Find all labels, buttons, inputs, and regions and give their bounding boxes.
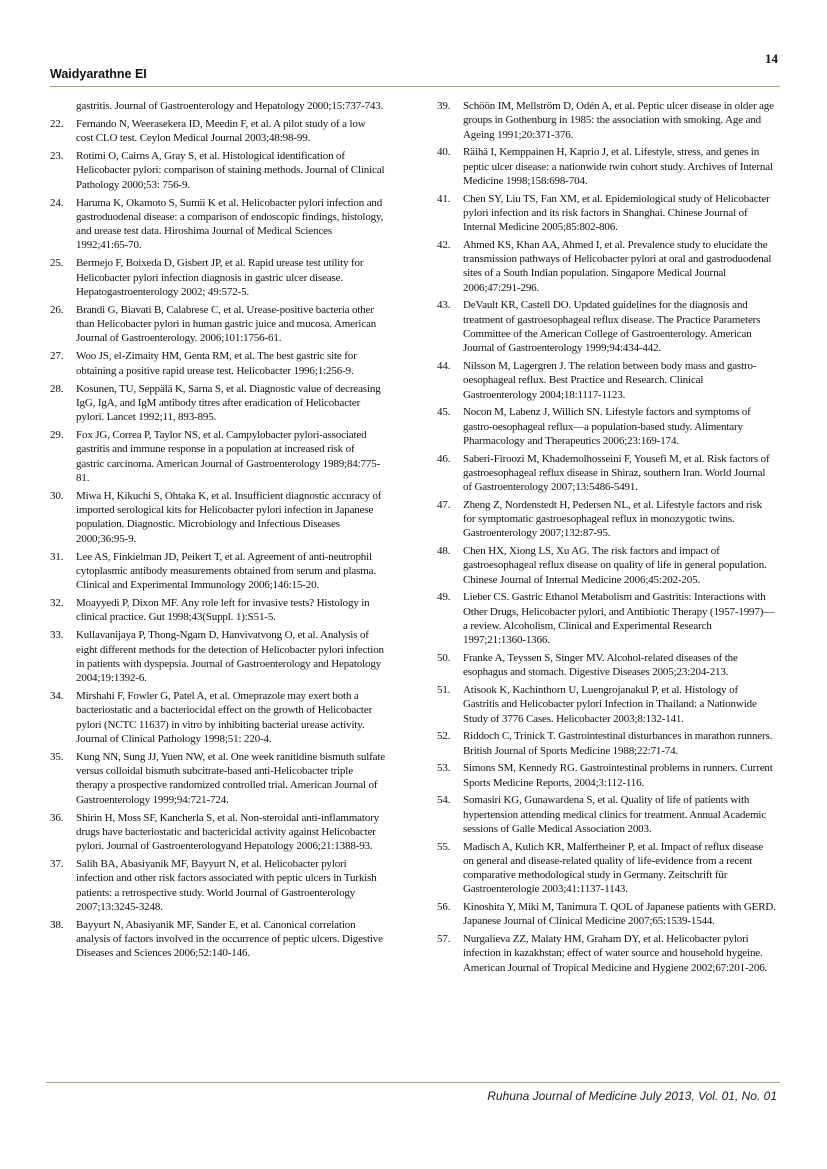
reference-text: Kullavanijaya P, Thong-Ngam D, Hanvivatvong O, et al. Analysis of eight different methods for the detection of Helicobacter pylori infection in patients with dyspepsia. Journal of Gastroenterology and Hepatology 2004;19:1392-6. bbox=[76, 629, 384, 685]
reference-number: 28. bbox=[50, 382, 64, 395]
reference-number: 35. bbox=[50, 750, 64, 763]
reference-text: Moayyedi P, Dixon MF. Any role left for invasive tests? Histology in clinical practice. Gut 1998;43(Suppl. 1):S51-5. bbox=[76, 597, 370, 624]
reference-text: Riddoch C, Trinick T. Gastrointestinal disturbances in marathon runners. British Journal of Sports Medicine 1988;22:71-74. bbox=[463, 730, 773, 757]
reference-text: Miwa H, Kikuchi S, Ohtaka K, et al. Insufficient diagnostic accuracy of imported serological kits for Helicobacter pylori infection in Japanese population. Diagnostic. Microbiology and Infectious Diseases 2000;36:95-9. bbox=[76, 489, 382, 545]
reference-item bbox=[50, 382, 385, 425]
reference-item bbox=[50, 550, 385, 593]
reference-number: 46. bbox=[437, 452, 451, 465]
reference-number: 48. bbox=[437, 545, 451, 558]
reference-text: Chen HX, Xiong LS, Xu AG. The risk factors and impact of gastroesophageal reflux disease on quality of life in general population. Chinese Journal of Internal Medicine 2006;45:202-205. bbox=[463, 545, 767, 586]
reference-number: 25. bbox=[50, 257, 64, 270]
reference-number: 50. bbox=[437, 651, 451, 664]
reference-item bbox=[50, 428, 385, 485]
reference-text: Ahmed KS, Khan AA, Ahmed I, et al. Prevalence study to elucidate the transmission pathways of Helicobacter pylori at oral and gastroduodenal sites of a South Indian population. Singapore Medical Journal 2006;47:291-296. bbox=[463, 238, 772, 294]
reference-number: 34. bbox=[50, 690, 64, 702]
reference-number: 55. bbox=[437, 840, 451, 853]
reference-number: 27. bbox=[50, 350, 64, 363]
reference-number: 56. bbox=[437, 901, 451, 914]
reference-number: 30. bbox=[50, 489, 64, 502]
header-divider bbox=[50, 86, 780, 87]
reference-number: 45. bbox=[437, 406, 451, 419]
reference-item bbox=[50, 303, 385, 346]
reference-text: Kinoshita Y, Miki M, Tanimura T. QOL of Japanese patients with GERD. Japanese Journal of Clinical Medicine 2007;65:1539-1544. bbox=[463, 901, 776, 928]
reference-item bbox=[437, 544, 776, 587]
reference-number: 24. bbox=[50, 196, 64, 209]
reference-number: 41. bbox=[437, 192, 451, 205]
reference-text: Bayyurt N, Abasiyanik MF, Sander E, et al. Canonical correlation analysis of factors involved in the occurrence of peptic ulcers. Digestive Diseases and Sciences 2006;52:140-146. bbox=[76, 918, 383, 960]
reference-text: Franke A, Teyssen S, Singer MV. Alcohol-related diseases of the esophagus and stomach. Digestive Diseases 2005;23:204-213. bbox=[463, 651, 738, 679]
reference-item bbox=[50, 117, 385, 146]
reference-text: Lee AS, Finkielman JD, Peikert T, et al. Agreement of anti-neutrophil cytoplasmic antibody measurements obtained from serum and plasma. Clinical and Experimental Immunology 2006;146:15-20. bbox=[76, 550, 377, 592]
reference-item bbox=[437, 840, 776, 897]
reference-text: Simons SM, Kennedy RG. Gastrointestinal problems in runners. Current Sports Medicine Reports, 2004;3:112-116. bbox=[463, 762, 773, 789]
reference-number: 44. bbox=[437, 360, 451, 372]
reference-item bbox=[437, 590, 776, 647]
reference-number: 49. bbox=[437, 591, 451, 604]
reference-item bbox=[50, 149, 385, 192]
reference-text: Madisch A, Kulich KR, Malfertheiner P, et al. Impact of reflux disease on general and disease-related quality of life-evidence from a recent comparative methodological study in Germany. Zeitschrift für Gastroenterologie 2003;41:1137-1143. bbox=[463, 840, 764, 896]
reference-item bbox=[50, 918, 385, 961]
reference-item bbox=[50, 689, 385, 746]
reference-number: 52. bbox=[437, 730, 451, 743]
reference-item bbox=[437, 761, 776, 790]
reference-text: Nocon M, Labenz J, Willich SN. Lifestyle factors and symptoms of gastro-oesophageal reflux—a population-based study. Alimentary Pharmacology and Therapeutics 2006;23:169-174. bbox=[463, 406, 751, 447]
reference-number: 23. bbox=[50, 150, 64, 163]
reference-text: Nurgalieva ZZ, Malaty HM, Graham DY, et al. Helicobacter pylori infection in kazakhstan; effect of water source and household hygeine. American Journal of Tropical Medicine and Hygiene 2002;67:201-206. bbox=[463, 933, 768, 974]
reference-text: Shirin H, Moss SF, Kancherla S, et al. Non-steroidal anti-inflammatory drugs have bacteriostatic and bactericidal activity against Helicobacter pylori. Journal of Gastroenterologyand Hepatology 2006;21:1388-93. bbox=[76, 811, 379, 853]
reference-item bbox=[50, 489, 385, 546]
reference-text: Räihä I, Kemppainen H, Kaprio J, et al. Lifestyle, stress, and genes in peptic ulcer disease: a nationwide twin cohort study. Archives of Internal Medicine 1998;158:698-704. bbox=[463, 146, 773, 187]
reference-number: 29. bbox=[50, 428, 64, 441]
reference-number: 33. bbox=[50, 629, 64, 642]
reference-item bbox=[437, 683, 776, 726]
reference-item bbox=[50, 811, 385, 854]
reference-text: Kung NN, Sung JJ, Yuen NW, et al. One week ranitidine bismuth sulfate versus colloidal bismuth subcitrate-based anti-Helicobacter triple therapy a prospective randomized controlled trial. American Journal of Gastroenterology 1999;94:721-724. bbox=[76, 750, 386, 806]
reference-number: 37. bbox=[50, 858, 64, 871]
reference-number: 51. bbox=[437, 683, 451, 696]
reference-text: Haruma K, Okamoto S, Sumii K et al. Helicobacter pylori infection and gastroduodenal disease: a comparison of endoscopic findings, histology, and urease test data. Hiroshima Journal of Medical Sciences 1992;41:65-70. bbox=[76, 196, 384, 252]
reference-item bbox=[437, 729, 776, 758]
reference-text: Schöön IM, Mellström D, Odén A, et al. Peptic ulcer disease in older age groups in Gothenburg in 1985: the association with smoking. Age and Ageing 1991;20:371-376. bbox=[463, 100, 774, 141]
reference-text: Bermejo F, Boixeda D, Gisbert JP, et al. Rapid urease test utility for Helicobacter pylori infection diagnosis in gastric ulcer disease. Hepatogastroenterology 2002; 49:572-5. bbox=[76, 257, 364, 298]
reference-item bbox=[437, 452, 776, 495]
reference-text: Zheng Z, Nordenstedt H, Pedersen NL, et al. Lifestyle factors and risk for symptomatic gastroesophageal reflux in monozygotic twins. Gastroenterology 2007;132:87-95. bbox=[463, 498, 762, 540]
footer-divider bbox=[46, 1082, 780, 1083]
reference-number: 36. bbox=[50, 811, 64, 824]
reference-text: Kosunen, TU, Seppälä K, Sarna S, et al. Diagnostic value of decreasing IgG, IgA, and IgM antibody titres after eradication of Helicobacter pylori. Lancet 1992;11, 893-895. bbox=[76, 382, 381, 424]
reference-item bbox=[50, 857, 385, 914]
reference-item bbox=[50, 196, 385, 253]
reference-number: 53. bbox=[437, 762, 451, 775]
references-left-column bbox=[50, 99, 385, 964]
reference-number: 42. bbox=[437, 238, 451, 251]
reference-text: Fernando N, Weerasekera ID, Meedin F, et al. A pilot study of a low cost CLO test. Ceylon Medical Journal 2003;48:98-99. bbox=[76, 117, 366, 145]
reference-item bbox=[437, 192, 776, 235]
page-number: 14 bbox=[765, 51, 778, 66]
reference-text: Chen SY, Liu TS, Fan XM, et al. Epidemiological study of Helicobacter pylori infection and its risk factors in Shanghai. Chinese Journal of Internal Medicine 2005;85:802-806. bbox=[463, 192, 770, 234]
reference-item bbox=[437, 793, 776, 836]
reference-number: 26. bbox=[50, 303, 64, 316]
reference-text: Fox JG, Correa P, Taylor NS, et al. Campylobacter pylori-associated gastritis and immune response in a population at increased risk of gastric carcinoma. American Journal of Gastroenterology 1989;84:775-81. bbox=[76, 428, 381, 484]
reference-item bbox=[437, 99, 776, 142]
reference-item bbox=[437, 298, 776, 355]
reference-item bbox=[437, 405, 776, 448]
reference-number: 57. bbox=[437, 933, 451, 946]
reference-number: 32. bbox=[50, 597, 64, 610]
reference-text: gastritis. Journal of Gastroenterology and Hepatology 2000;15:737-743. bbox=[76, 100, 384, 112]
reference-number: 43. bbox=[437, 299, 451, 312]
reference-text: Nilsson M, Lagergren J. The relation between body mass and gastro-oesophageal reflux. Best Practice and Research. Clinical Gastroenterology 2004;18:1117-1123. bbox=[463, 360, 757, 401]
reference-text: Salih BA, Abasiyanik MF, Bayyurt N, et al. Helicobacter pylori infection and other risk factors associated with peptic ulcers in Turkish patients: a retrospective study. World Journal of Gastroenterology 2007;13:3245-3248. bbox=[76, 858, 377, 913]
reference-text: Lieber CS. Gastric Ethanol Metabolism and Gastritis: Interactions with Other Drugs, Helicobacter pylori, and Antibiotic Therapy (1957-1997)—a review. Alcoholism, Clinical and Experimental Research 1997;21:1360-1366. bbox=[463, 591, 775, 647]
reference-number: 47. bbox=[437, 498, 451, 511]
reference-number: 31. bbox=[50, 550, 64, 563]
reference-text: Brandi G, Biavati B, Calabrese C, et al. Urease-positive bacteria other than Helicobacter pylori in human gastric juice and mucosa. American Journal of Gastroenterology. 2006;101:1756-61. bbox=[76, 303, 377, 345]
reference-number: 54. bbox=[437, 794, 451, 807]
reference-item bbox=[50, 99, 385, 113]
reference-item bbox=[437, 932, 776, 975]
reference-item bbox=[437, 498, 776, 541]
reference-text: Saberi-Firoozi M, Khademolhosseini F, Yousefi M, et al. Risk factors of gastroesophageal reflux disease in Shiraz, southern Iran. World Journal of Gastroenterology 2007;13:5486-5491. bbox=[463, 452, 770, 494]
reference-text: Atisook K, Kachinthorn U, Luengrojanakul P, et al. Histology of Gastritis and Helicobacter pylori Infection in Thailand: a Nationwide Study of 3776 Cases. Helicobacter 2003;8:132-141. bbox=[463, 683, 757, 725]
reference-item bbox=[50, 256, 385, 299]
running-head-author: Waidyarathne EI bbox=[50, 67, 147, 81]
reference-text: Somasiri KG, Gunawardena S, et al. Quality of life of patients with hypertension attending medical clinics for treatment. Annual Academic sessions of Galle Medical Association 2003. bbox=[463, 794, 767, 835]
reference-text: Rotimi O, Cairns A, Gray S, et al. Histological identification of Helicobacter pylori: comparison of staining methods. Journal of Clinical Pathology 2000;53: 756-9. bbox=[76, 150, 385, 191]
reference-item bbox=[437, 145, 776, 188]
reference-number: 22. bbox=[50, 117, 64, 130]
reference-item bbox=[50, 750, 385, 807]
reference-item bbox=[437, 651, 776, 680]
reference-number: 40. bbox=[437, 146, 451, 159]
journal-footer: Ruhuna Journal of Medicine July 2013, Vol. 01, No. 01 bbox=[487, 1089, 777, 1103]
reference-item bbox=[437, 359, 776, 402]
reference-item bbox=[50, 596, 385, 625]
references-right-column bbox=[437, 99, 776, 978]
reference-text: Woo JS, el-Zimaity HM, Genta RM, et al. The best gastric site for obtaining a positive rapid urease test. Helicobacter 1996;1:256-9. bbox=[76, 350, 357, 377]
reference-item bbox=[437, 900, 776, 929]
reference-item bbox=[50, 628, 385, 685]
reference-item bbox=[50, 349, 385, 378]
reference-number: 39. bbox=[437, 100, 451, 112]
reference-number: 38. bbox=[50, 918, 64, 931]
reference-text: DeVault KR, Castell DO. Updated guidelines for the diagnosis and treatment of gastroesophageal reflux disease. The Practice Parameters Committee of the American College of Gastroenterology. American Journal of Gastroenterology 1999;94:434-442. bbox=[463, 299, 761, 355]
reference-item bbox=[437, 238, 776, 295]
reference-text: Mirshahi F, Fowler G, Patel A, et al. Omeprazole may exert both a bacteriostatic and a bacteriocidal effect on the growth of Helicobacter pylori (NCTC 11637) in vitro by inhibiting bacterial urease activity. Journal of Clinical Pathology 1998;51: 220-4. bbox=[76, 690, 373, 745]
